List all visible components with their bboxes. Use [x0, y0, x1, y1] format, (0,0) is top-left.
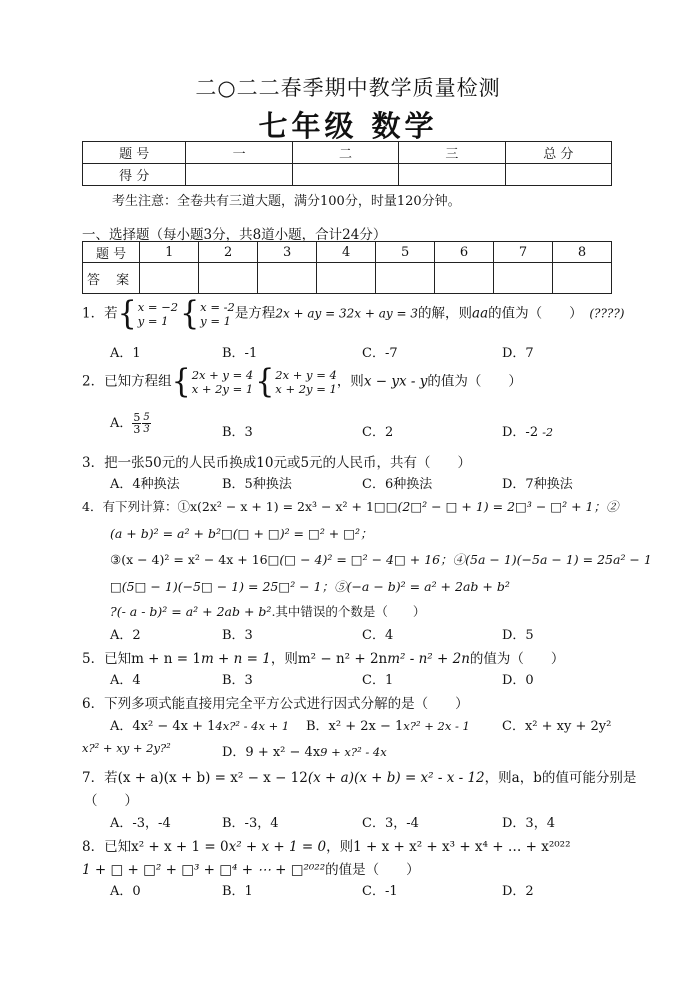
- score-cell: 一: [186, 142, 292, 164]
- q1-option-c[interactable]: C．-7: [362, 346, 398, 361]
- q8-option-a[interactable]: A．0: [110, 884, 141, 899]
- q4-option-b[interactable]: B．3: [222, 628, 253, 643]
- q5-option-b[interactable]: B．3: [222, 673, 253, 688]
- question-4-line5: ?(- a - b)² = a² + 2ab + b².其中错误的个数是（ ）: [110, 604, 426, 619]
- q8-option-b[interactable]: B．1: [222, 884, 253, 899]
- q4-option-d[interactable]: D．5: [502, 628, 534, 643]
- exam-notice: 考生注意：全卷共有三道大题，满分100分，时量120分钟。: [112, 194, 461, 209]
- answer-cell: 2: [199, 242, 258, 263]
- q1-option-d[interactable]: D．7: [502, 346, 534, 361]
- q2-system-alt: 2x + y = 4 x + 2y = 1: [275, 368, 337, 396]
- answer-cell: 3: [258, 242, 317, 263]
- answer-input-cell[interactable]: [199, 263, 258, 294]
- q7-option-d[interactable]: D．3，4: [502, 816, 555, 831]
- answer-cell: 6: [435, 242, 494, 263]
- q7-option-a[interactable]: A．-3，-4: [110, 816, 171, 831]
- answer-cell: 1: [140, 242, 199, 263]
- answer-cell: 7: [494, 242, 553, 263]
- answer-input-cell[interactable]: [553, 263, 612, 294]
- answer-input-cell[interactable]: [435, 263, 494, 294]
- q6-option-a[interactable]: A．4x² − 4x + 14x?² - 4x + 1: [110, 719, 290, 734]
- answer-input-cell[interactable]: [258, 263, 317, 294]
- score-cell: 题 号: [83, 142, 186, 164]
- answer-cell: 5: [376, 242, 435, 263]
- q2-option-c[interactable]: C．2: [362, 425, 394, 440]
- answer-table-header-row: [83, 242, 612, 263]
- q3-option-b[interactable]: B．5种换法: [222, 477, 292, 492]
- question-4-line4: □(5□ − 1)(−5□ − 1) = 25□² − 1；⑤(−a − b)² = a² + 2ab + b²: [110, 579, 510, 594]
- q1-system: x = −2 y = 1: [137, 300, 179, 328]
- q8-option-d[interactable]: D．2: [502, 884, 534, 899]
- score-table-header-row: [83, 142, 612, 164]
- q6-option-c[interactable]: C．x² + xy + 2y²: [502, 719, 612, 734]
- score-cell: 总 分: [505, 142, 611, 164]
- q5-option-d[interactable]: D．0: [502, 673, 534, 688]
- q5-option-c[interactable]: C．1: [362, 673, 394, 688]
- question-7: 7．若(x + a)(x + b) = x² − x − 12(x + a)(x + b) = x² - x - 12，则a，b的值可能分别是: [82, 770, 637, 786]
- question-6: 6．下列多项式能直接用完全平方公式进行因式分解的是（ ）: [82, 696, 469, 712]
- q8-option-c[interactable]: C．-1: [362, 884, 398, 899]
- q1-prefix: 1．若: [82, 305, 118, 322]
- question-4-line3: ③(x − 4)² = x² − 4x + 16□(□ − 4)² = □² − 4□ + 16；④(5a − 1)(−5a − 1) = 25a² − 1: [110, 552, 652, 567]
- score-table: [82, 141, 612, 186]
- q6-option-b[interactable]: B．x² + 2x − 1x?² + 2x - 1: [306, 719, 470, 734]
- q1-option-b[interactable]: B．-1: [222, 346, 258, 361]
- exam-title: 二○二二春季期中教学质量检测: [195, 76, 501, 100]
- score-input-cell[interactable]: [186, 164, 292, 186]
- answer-cell: 答 案: [83, 263, 140, 294]
- answer-cell: 8: [553, 242, 612, 263]
- answer-input-cell[interactable]: [494, 263, 553, 294]
- q2-option-b[interactable]: B．3: [222, 425, 253, 440]
- question-8-line1: 8．已知x² + x + 1 = 0x² + x + 1 = 0，则1 + x + x² + x³ + x⁴ + … + x²⁰²²: [82, 839, 571, 855]
- q6-option-d[interactable]: D．9 + x² − 4x9 + x?² - 4x: [222, 745, 387, 760]
- q3-option-c[interactable]: C．6种换法: [362, 477, 433, 492]
- answer-input-cell[interactable]: [376, 263, 435, 294]
- q4-option-a[interactable]: A．2: [110, 628, 141, 643]
- answer-cell: 题 号: [83, 242, 140, 263]
- question-7-paren: （ ）: [84, 793, 138, 809]
- exam-subject: 七年级 数学: [258, 109, 438, 143]
- answer-input-cell[interactable]: [140, 263, 199, 294]
- score-input-cell[interactable]: [292, 164, 398, 186]
- score-input-cell[interactable]: [505, 164, 611, 186]
- score-cell: 三: [399, 142, 505, 164]
- question-8-line2: 1 + □ + □² + □³ + □⁴ + ⋯ + □²⁰²²的值是（ ）: [82, 862, 420, 878]
- q1-option-a[interactable]: A．1: [110, 346, 141, 361]
- score-cell: 二: [292, 142, 398, 164]
- q2-option-d[interactable]: D．-2 -2: [502, 425, 553, 440]
- question-5: 5．已知m + n = 1m + n = 1，则m² − n² + 2nm² - n² + 2n的值为（ ）: [82, 651, 565, 667]
- answer-table-answer-row: [83, 263, 612, 294]
- score-table-score-row: [83, 164, 612, 186]
- answer-cell: 4: [317, 242, 376, 263]
- q7-option-b[interactable]: B．-3，4: [222, 816, 279, 831]
- question-3: 3．把一张50元的人民币换成10元或5元的人民币，共有（ ）: [82, 455, 472, 471]
- q4-option-c[interactable]: C．4: [362, 628, 394, 643]
- question-4-line2: (a + b)² = a² + b²□(□ + □)² = □² + □²；: [110, 526, 373, 541]
- score-input-cell[interactable]: [399, 164, 505, 186]
- q5-option-a[interactable]: A．4: [110, 673, 141, 688]
- question-2: 2．已知方程组{2x + y = 4 x + 2y = 1{2x + y = 4 x + 2y = 1，则x − yx - y的值为（ ）: [82, 362, 522, 401]
- question-1: 1．若{x = −2 y = 1 {x = -2 y = 1 是方程2x + ay = 32x + ay = 3的解，则aa的值为（ ） (????): [82, 294, 625, 333]
- question-4-line1: 4．有下列计算：①x(2x² − x + 1) = 2x³ − x² + 1□□(2□² − □ + 1) = 2□³ − □² + 1；②: [82, 499, 619, 514]
- section1-heading: 一、选择题（每小题3分，共8道小题，合计24分）: [82, 227, 387, 243]
- q3-option-d[interactable]: D．7种换法: [502, 477, 573, 492]
- answer-table: [82, 241, 612, 294]
- q3-option-a[interactable]: A．4种换法: [110, 477, 180, 492]
- q2-system: 2x + y = 4 x + 2y = 1: [191, 368, 254, 396]
- answer-input-cell[interactable]: [317, 263, 376, 294]
- q2-option-a[interactable]: A． $\frac{5}{3}$ $\frac{5}{3}$: [110, 411, 150, 436]
- q1-system-alt: x = -2 y = 1: [200, 300, 235, 328]
- q7-option-c[interactable]: C．3，-4: [362, 816, 419, 831]
- score-cell: 得 分: [83, 164, 186, 186]
- q6-option-c-alt: x?² + xy + 2y?²: [82, 741, 171, 755]
